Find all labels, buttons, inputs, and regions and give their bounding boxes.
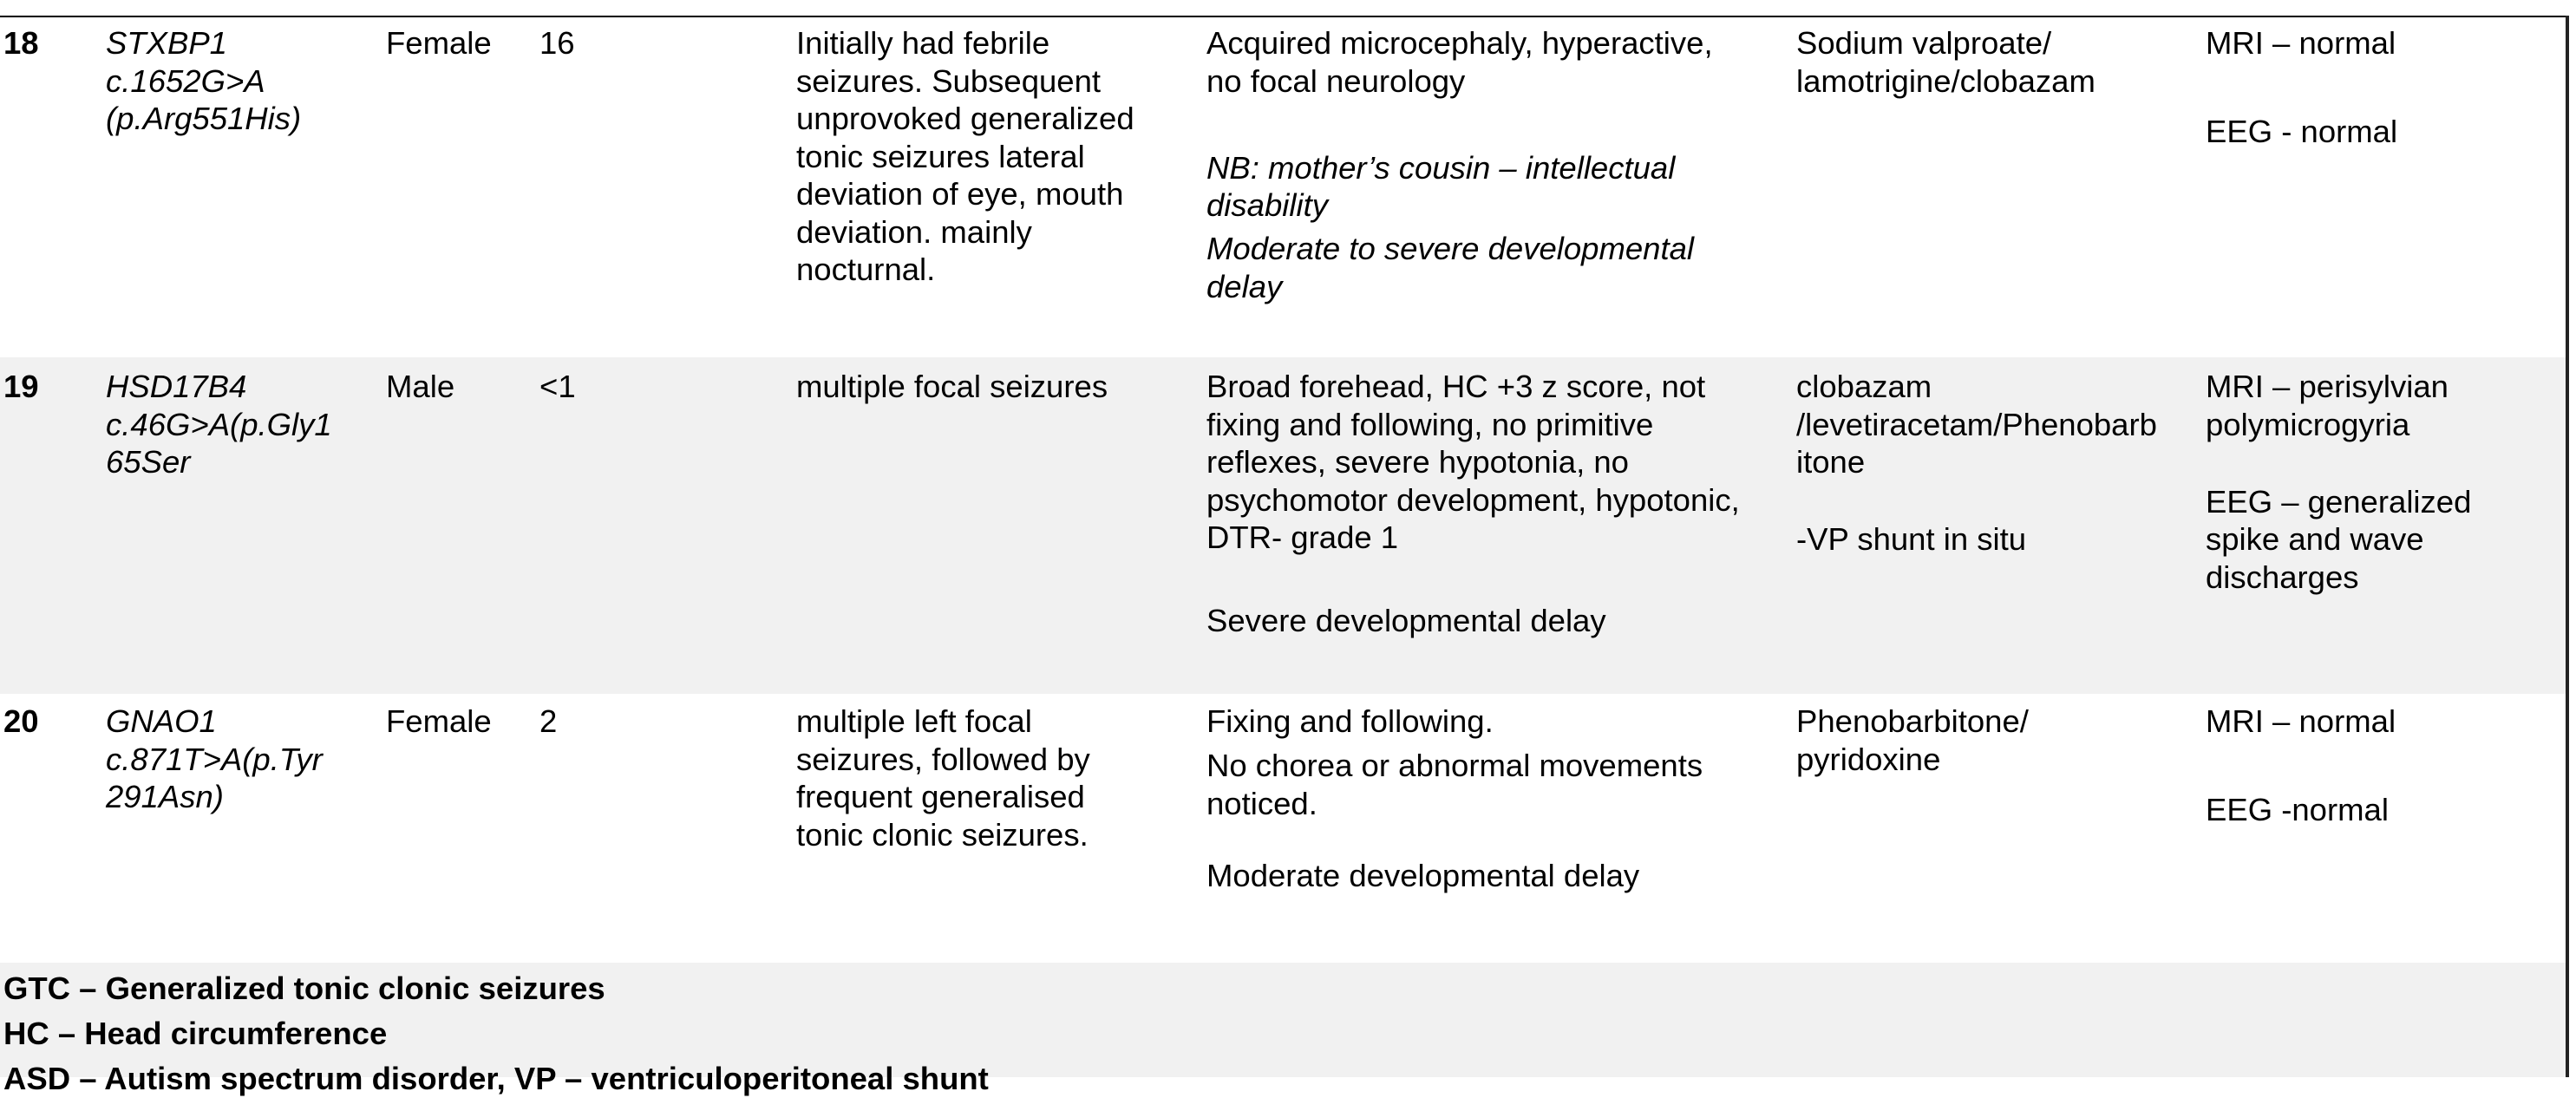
row-19-eeg: EEG – generalized [2206,483,2472,520]
row-18-mri: MRI – normal [2206,25,2396,61]
row-18-number: 18 [3,25,39,61]
row-18-family-note: NB: mother’s cousin – intellectual [1206,149,1676,186]
row-20-treatment: pyridoxine [1796,741,1941,777]
footnote-hc: HC – Head circumference [3,1016,388,1051]
row-19-treatment: itone [1796,444,1866,480]
row-20-variant: 291Asn) [106,779,224,814]
row-19-developmental-delay: Severe developmental delay [1206,602,1606,638]
row-20-gene: GNAO1 [106,703,217,739]
row-20-mri: MRI – normal [2206,703,2396,739]
row-19-eeg: discharges [2206,559,2359,595]
row-19-seizures: multiple focal seizures [796,369,1108,404]
footnote-asd-vp: ASD – Autism spectrum disorder, VP – ventriculoperitoneal shunt [3,1061,989,1096]
table-top-border [0,16,2567,17]
row-20-seizures: multiple left focal [796,703,1032,739]
row-19-variant: 65Ser [106,444,191,480]
row-18-gene: STXBP1 [106,25,227,61]
row-18-family-note: disability [1206,187,1328,224]
row-19-eeg: spike and wave [2206,521,2424,558]
row-18-seizures: unprovoked generalized [796,101,1134,136]
row-18-developmental-delay: delay [1206,268,1283,304]
row-18-seizures: Initially had febrile [796,25,1050,61]
row-18-seizures: nocturnal. [796,252,936,287]
row-20-treatment: Phenobarbitone/ [1796,703,2029,739]
row-18-age: 16 [539,25,575,61]
row-19-clinical-findings: reflexes, severe hypotonia, no [1206,444,1629,480]
row-20-eeg: EEG -normal [2206,792,2389,828]
row-19-clinical-findings: psychomotor development, hypotonic, [1206,481,1740,518]
row-20-age: 2 [539,703,558,739]
footnote-gtc: GTC – Generalized tonic clonic seizures [3,971,605,1006]
row-19-sex: Male [386,369,455,404]
row-20-movement-findings: noticed. [1206,785,1317,821]
row-19-age: <1 [539,369,576,404]
row-20-sex: Female [386,703,492,739]
row-18-sex: Female [386,25,492,61]
table-right-border [2566,16,2569,1077]
row-20-seizures: seizures, followed by [796,741,1090,777]
row-20-seizures: tonic clonic seizures. [796,816,1089,853]
row-18-seizures: seizures. Subsequent [796,62,1102,99]
row-19-mri: polymicrogyria [2206,406,2410,442]
row-18-seizures: deviation of eye, mouth [796,176,1124,212]
row-20-clinical-findings: Fixing and following. [1206,703,1494,739]
row-19-clinical-findings: fixing and following, no primitive [1206,406,1654,442]
row-20-movement-findings: No chorea or abnormal movements [1206,748,1703,784]
row-18-treatment: lamotrigine/clobazam [1796,62,2095,99]
row-19-treatment: /levetiracetam/Phenobarb [1796,406,2157,442]
row-18-eeg: EEG - normal [2206,114,2398,150]
row-20-variant: c.871T>A(p.Tyr [106,741,323,777]
row-19-variant: c.46G>A(p.Gly1 [106,406,332,442]
row-19-gene: HSD17B4 [106,369,247,404]
row-20-developmental-delay: Moderate developmental delay [1206,858,1640,894]
row-18-variant: c.1652G>A [106,62,265,99]
row-19-number: 19 [3,369,39,404]
row-18-developmental-delay: Moderate to severe developmental [1206,231,1695,267]
row-19-clinical-findings: DTR- grade 1 [1206,520,1399,555]
row-20-seizures: frequent generalised [796,779,1085,814]
row-18-clinical-findings: no focal neurology [1206,62,1466,99]
row-19-mri: MRI – perisylvian [2206,369,2449,404]
row-19-treatment: clobazam [1796,369,1932,404]
row-19-treatment-note: -VP shunt in situ [1796,521,2027,558]
row-18-variant: (p.Arg551His) [106,101,302,136]
row-20-number: 20 [3,703,39,739]
row-18-clinical-findings: Acquired microcephaly, hyperactive, [1206,25,1713,61]
row-19-clinical-findings: Broad forehead, HC +3 z score, not [1206,369,1706,404]
row-18-treatment: Sodium valproate/ [1796,25,2052,61]
row-18-seizures: deviation. mainly [796,213,1032,250]
row-18-seizures: tonic seizures lateral [796,138,1085,174]
